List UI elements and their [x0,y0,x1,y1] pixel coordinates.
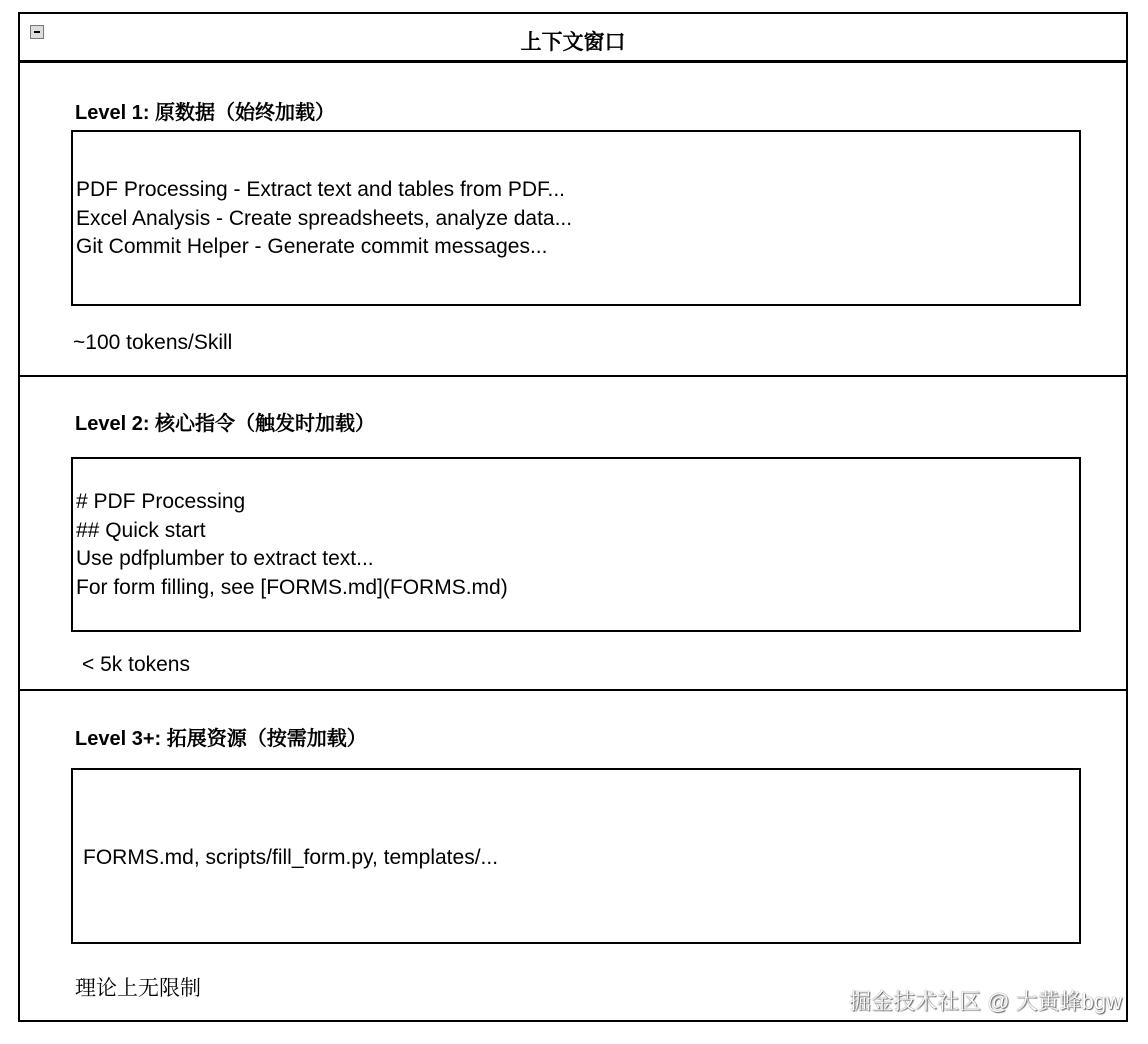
level-2-note: < 5k tokens [82,653,190,676]
level-3-heading: Level 3+: 拓展资源（按需加载） [75,728,367,750]
level-3-note: 理论上无限制 [75,977,201,1000]
level-1-content-box [71,130,1081,306]
level-2-content-box [71,457,1081,632]
content-line: PDF Processing - Extract text and tables from PDF... [76,178,565,201]
container-header [20,14,1126,63]
content-line: FORMS.md, scripts/fill_form.py, templates/... [83,846,499,869]
level-divider [20,689,1126,691]
content-line: For form filling, see [FORMS.md](FORMS.md) [76,575,508,599]
level-1-note: ~100 tokens/Skill [73,331,233,354]
content-line: Use pdfplumber to extract text... [76,547,374,570]
context-window-container [18,12,1128,1022]
container-title: 上下文窗口 [520,31,626,54]
watermark: 掘金技术社区 @ 大黄蜂bgw [849,989,1122,1014]
content-line: Git Commit Helper - Generate commit messages... [76,235,548,258]
level-1-heading: Level 1: 原数据（始终加载） [75,102,336,124]
content-line: # PDF Processing [76,490,246,513]
content-line: Excel Analysis - Create spreadsheets, analyze data... [76,206,573,230]
level-3-content-box [71,768,1081,944]
content-line: ## Quick start [76,518,206,542]
level-2-heading: Level 2: 核心指令（触发时加载） [75,413,376,435]
level-divider [20,375,1126,377]
